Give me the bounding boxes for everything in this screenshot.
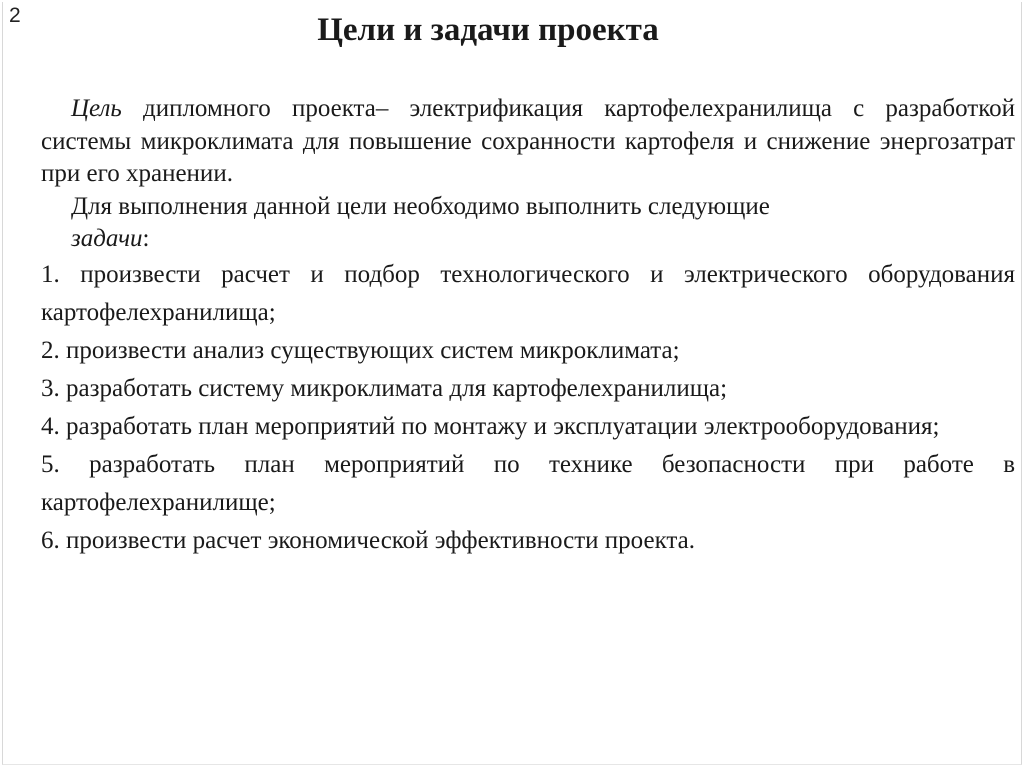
list-item-number: 1.	[41, 260, 60, 288]
tasks-intro-line: Для выполнения данной цели необходимо выполнить следующие	[71, 192, 770, 220]
list-item-text: разработать план мероприятий по технике безопасности при работе в картофелехранилище;	[41, 450, 1015, 516]
tasks-label: задачи	[71, 225, 143, 252]
list-item-number: 5.	[41, 450, 60, 478]
tasks-intro-label-line	[41, 223, 1015, 256]
goal-text: дипломного проекта– электрификация картофелехранилища с разработкой системы микроклимата для повышение сохранности картофеля и снижение энергозатрат при его хранении.	[41, 95, 1015, 187]
goal-label: Цель	[71, 95, 122, 122]
list-item-text: произвести расчет экономической эффективности проекта.	[66, 526, 695, 554]
slide-number: 2	[9, 4, 21, 27]
goal-paragraph	[41, 93, 1015, 191]
list-item	[41, 446, 1015, 522]
list-item	[41, 370, 1015, 408]
slide-body	[41, 93, 1015, 560]
list-item	[41, 522, 1015, 560]
list-item-number: 3.	[41, 374, 60, 402]
list-item-text: произвести расчет и подбор технологического и электрического оборудования картофелехранилища;	[41, 260, 1016, 326]
tasks-label-suffix: :	[142, 225, 150, 252]
tasks-list	[41, 256, 1015, 560]
list-item-number: 2.	[41, 336, 60, 364]
list-item	[41, 332, 1015, 370]
list-item-number: 4.	[41, 412, 60, 440]
page-title: Цели и задачи проекта	[317, 12, 659, 48]
list-item-text: разработать план мероприятий по монтажу и эксплуатации электрооборудования;	[66, 412, 940, 440]
list-item	[41, 408, 1015, 446]
list-item	[41, 256, 1015, 332]
list-item-number: 6.	[41, 526, 60, 554]
list-item-text: разработать систему микроклимата для картофелехранилища;	[66, 374, 728, 402]
list-item-text: произвести анализ существующих систем микроклимата;	[66, 336, 680, 364]
